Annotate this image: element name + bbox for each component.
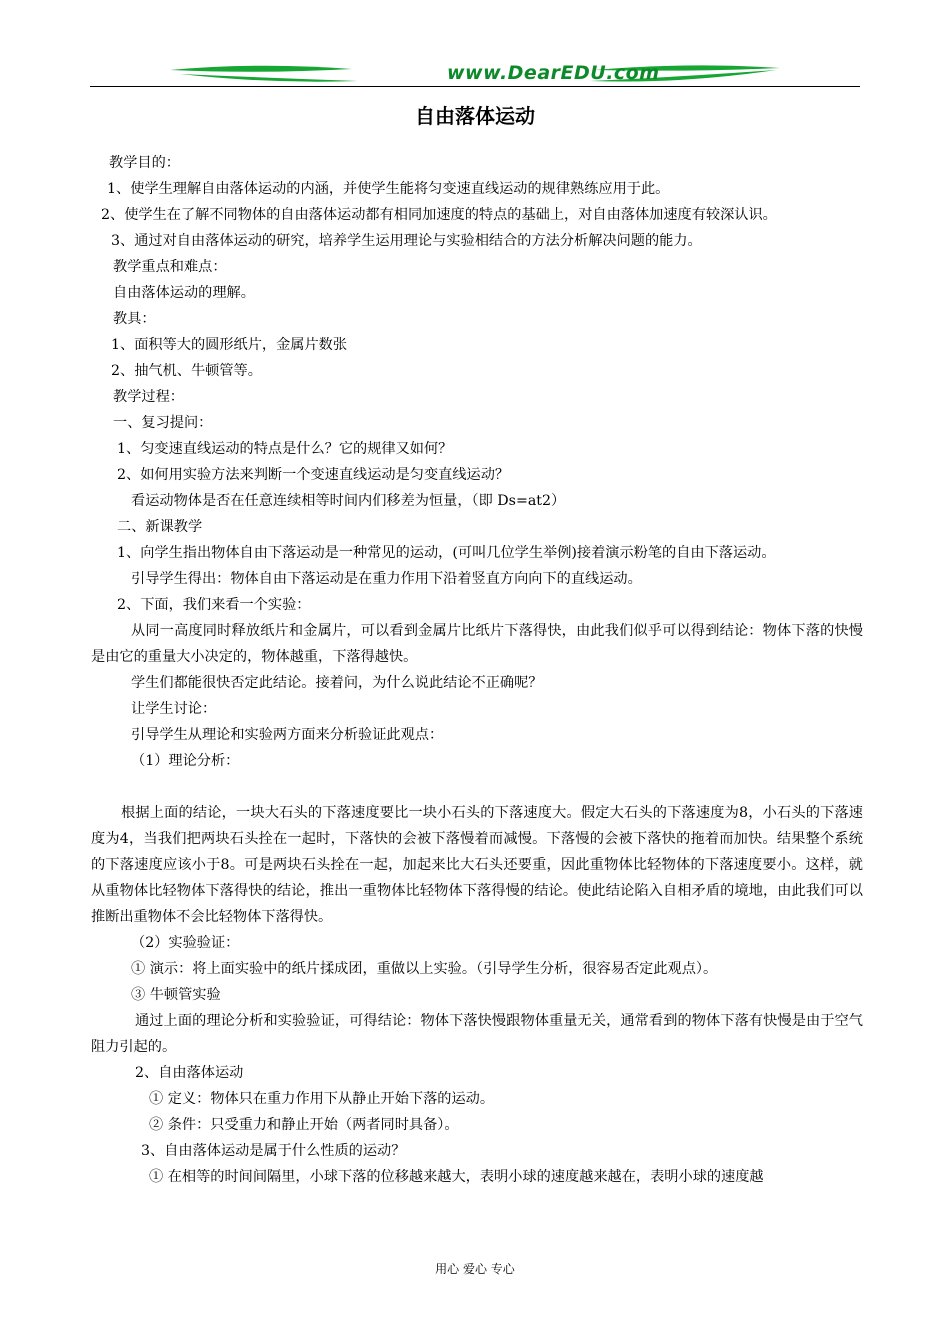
page-header <box>90 60 860 90</box>
page-footer: 用心 爱心 专心 <box>435 1262 515 1276</box>
paragraph: 教具： <box>113 311 156 327</box>
paragraph: 教学过程： <box>113 389 184 405</box>
paragraph: 看运动物体是否在任意连续相等时间内们移差为恒量，（即 Ds=at2） <box>131 493 566 509</box>
paragraph: 1、使学生理解自由落体运动的内涵，并使学生能将匀变速直线运动的规律熟练应用于此。 <box>107 181 670 197</box>
paragraph: 2、使学生在了解不同物体的自由落体运动都有相同加速度的特点的基础上，对自由落体加速度有较深认识。 <box>101 207 777 223</box>
paragraph: ② 条件：只受重力和静止开始（两者同时具备）。 <box>149 1117 459 1133</box>
paragraph: 教学目的： <box>109 155 180 171</box>
paragraph: 让学生讨论： <box>131 701 217 717</box>
paragraph: 2、自由落体运动 <box>135 1065 244 1081</box>
paragraph: 2、如何用实验方法来判断一个变速直线运动是匀变直线运动？ <box>117 467 510 483</box>
paragraph: （2）实验验证： <box>131 935 240 951</box>
paragraph: 通过上面的理论分析和实验验证，可得结论：物体下落快慢跟物体重量无关，通常看到的物体下落有快慢是由于空气阻力引起的。 <box>91 1013 863 1055</box>
paragraph: 1、面积等大的圆形纸片，金属片数张 <box>111 337 348 353</box>
paragraph: 二、新课教学 <box>117 519 203 535</box>
paragraph: 1、匀变速直线运动的特点是什么？它的规律又如何？ <box>117 441 453 457</box>
paragraph: 引导学生从理论和实验两方面来分析验证此观点： <box>131 727 444 743</box>
paragraph: 2、下面，我们来看一个实验： <box>117 597 311 613</box>
paragraph: 引导学生得出：物体自由下落运动是在重力作用下沿着竖直方向向下的直线运动。 <box>131 571 642 587</box>
paragraph: 从同一高度同时释放纸片和金属片，可以看到金属片比纸片下落得快，由此我们似乎可以得到结论：物体下落的快慢是由它的重量大小决定的，物体越重，下落得越快。 <box>91 623 863 665</box>
header-rule <box>90 86 860 87</box>
paragraph: 自由落体运动的理解。 <box>113 285 255 301</box>
paragraph: ③ 牛顿管实验 <box>131 987 221 1003</box>
paragraph: 2、抽气机、牛顿管等。 <box>111 363 262 379</box>
paragraph: ① 定义：物体只在重力作用下从静止开始下落的运动。 <box>149 1091 495 1107</box>
paragraph: 1、向学生指出物体自由下落运动是一种常见的运动，(可叫几位学生举例)接着演示粉笔的自由下落运动。 <box>117 545 776 561</box>
paragraph: 3、通过对自由落体运动的研究，培养学生运用理论与实验相结合的方法分析解决问题的能力。 <box>111 233 702 249</box>
paragraph: 教学重点和难点： <box>113 259 227 275</box>
paragraph: 一、复习提问： <box>113 415 213 431</box>
paragraph: 3、自由落体运动是属于什么性质的运动？ <box>141 1143 406 1159</box>
paragraph: ① 演示：将上面实验中的纸片揉成团，重做以上实验。（引导学生分析，很容易否定此观点）。 <box>131 961 718 977</box>
site-brand: www.DearEDU.com <box>447 62 660 84</box>
paragraph: （1）理论分析： <box>131 753 240 769</box>
page-title: 自由落体运动 <box>415 104 535 128</box>
paragraph: ① 在相等的时间间隔里，小球下落的位移越来越大，表明小球的速度越来越在，表明小球的速度越 <box>149 1169 764 1185</box>
paragraph: 根据上面的结论，一块大石头的下落速度要比一块小石头的下落速度大。假定大石头的下落速度为8，小石头的下落速度为4，当我们把两块石头拴在一起时，下落快的会被下落慢着而减慢。下落慢的会被下落快的拖着而加快。结果整个系统的下落速度应该小于8。可是两块石头拴在一起，加起来比大石头还要重，因此重物体比轻物体的下落速度要小。这样，就从重物体比轻物体下落得快的结论，推出一重物体比轻物体下落得慢的结论。使此结论陷入自相矛盾的境地，由此我们可以推断出重物体不会比轻物体下落得快。 <box>91 805 863 925</box>
paragraph: 学生们都能很快否定此结论。接着问，为什么说此结论不正确呢？ <box>131 675 543 691</box>
document-body <box>91 150 863 1190</box>
